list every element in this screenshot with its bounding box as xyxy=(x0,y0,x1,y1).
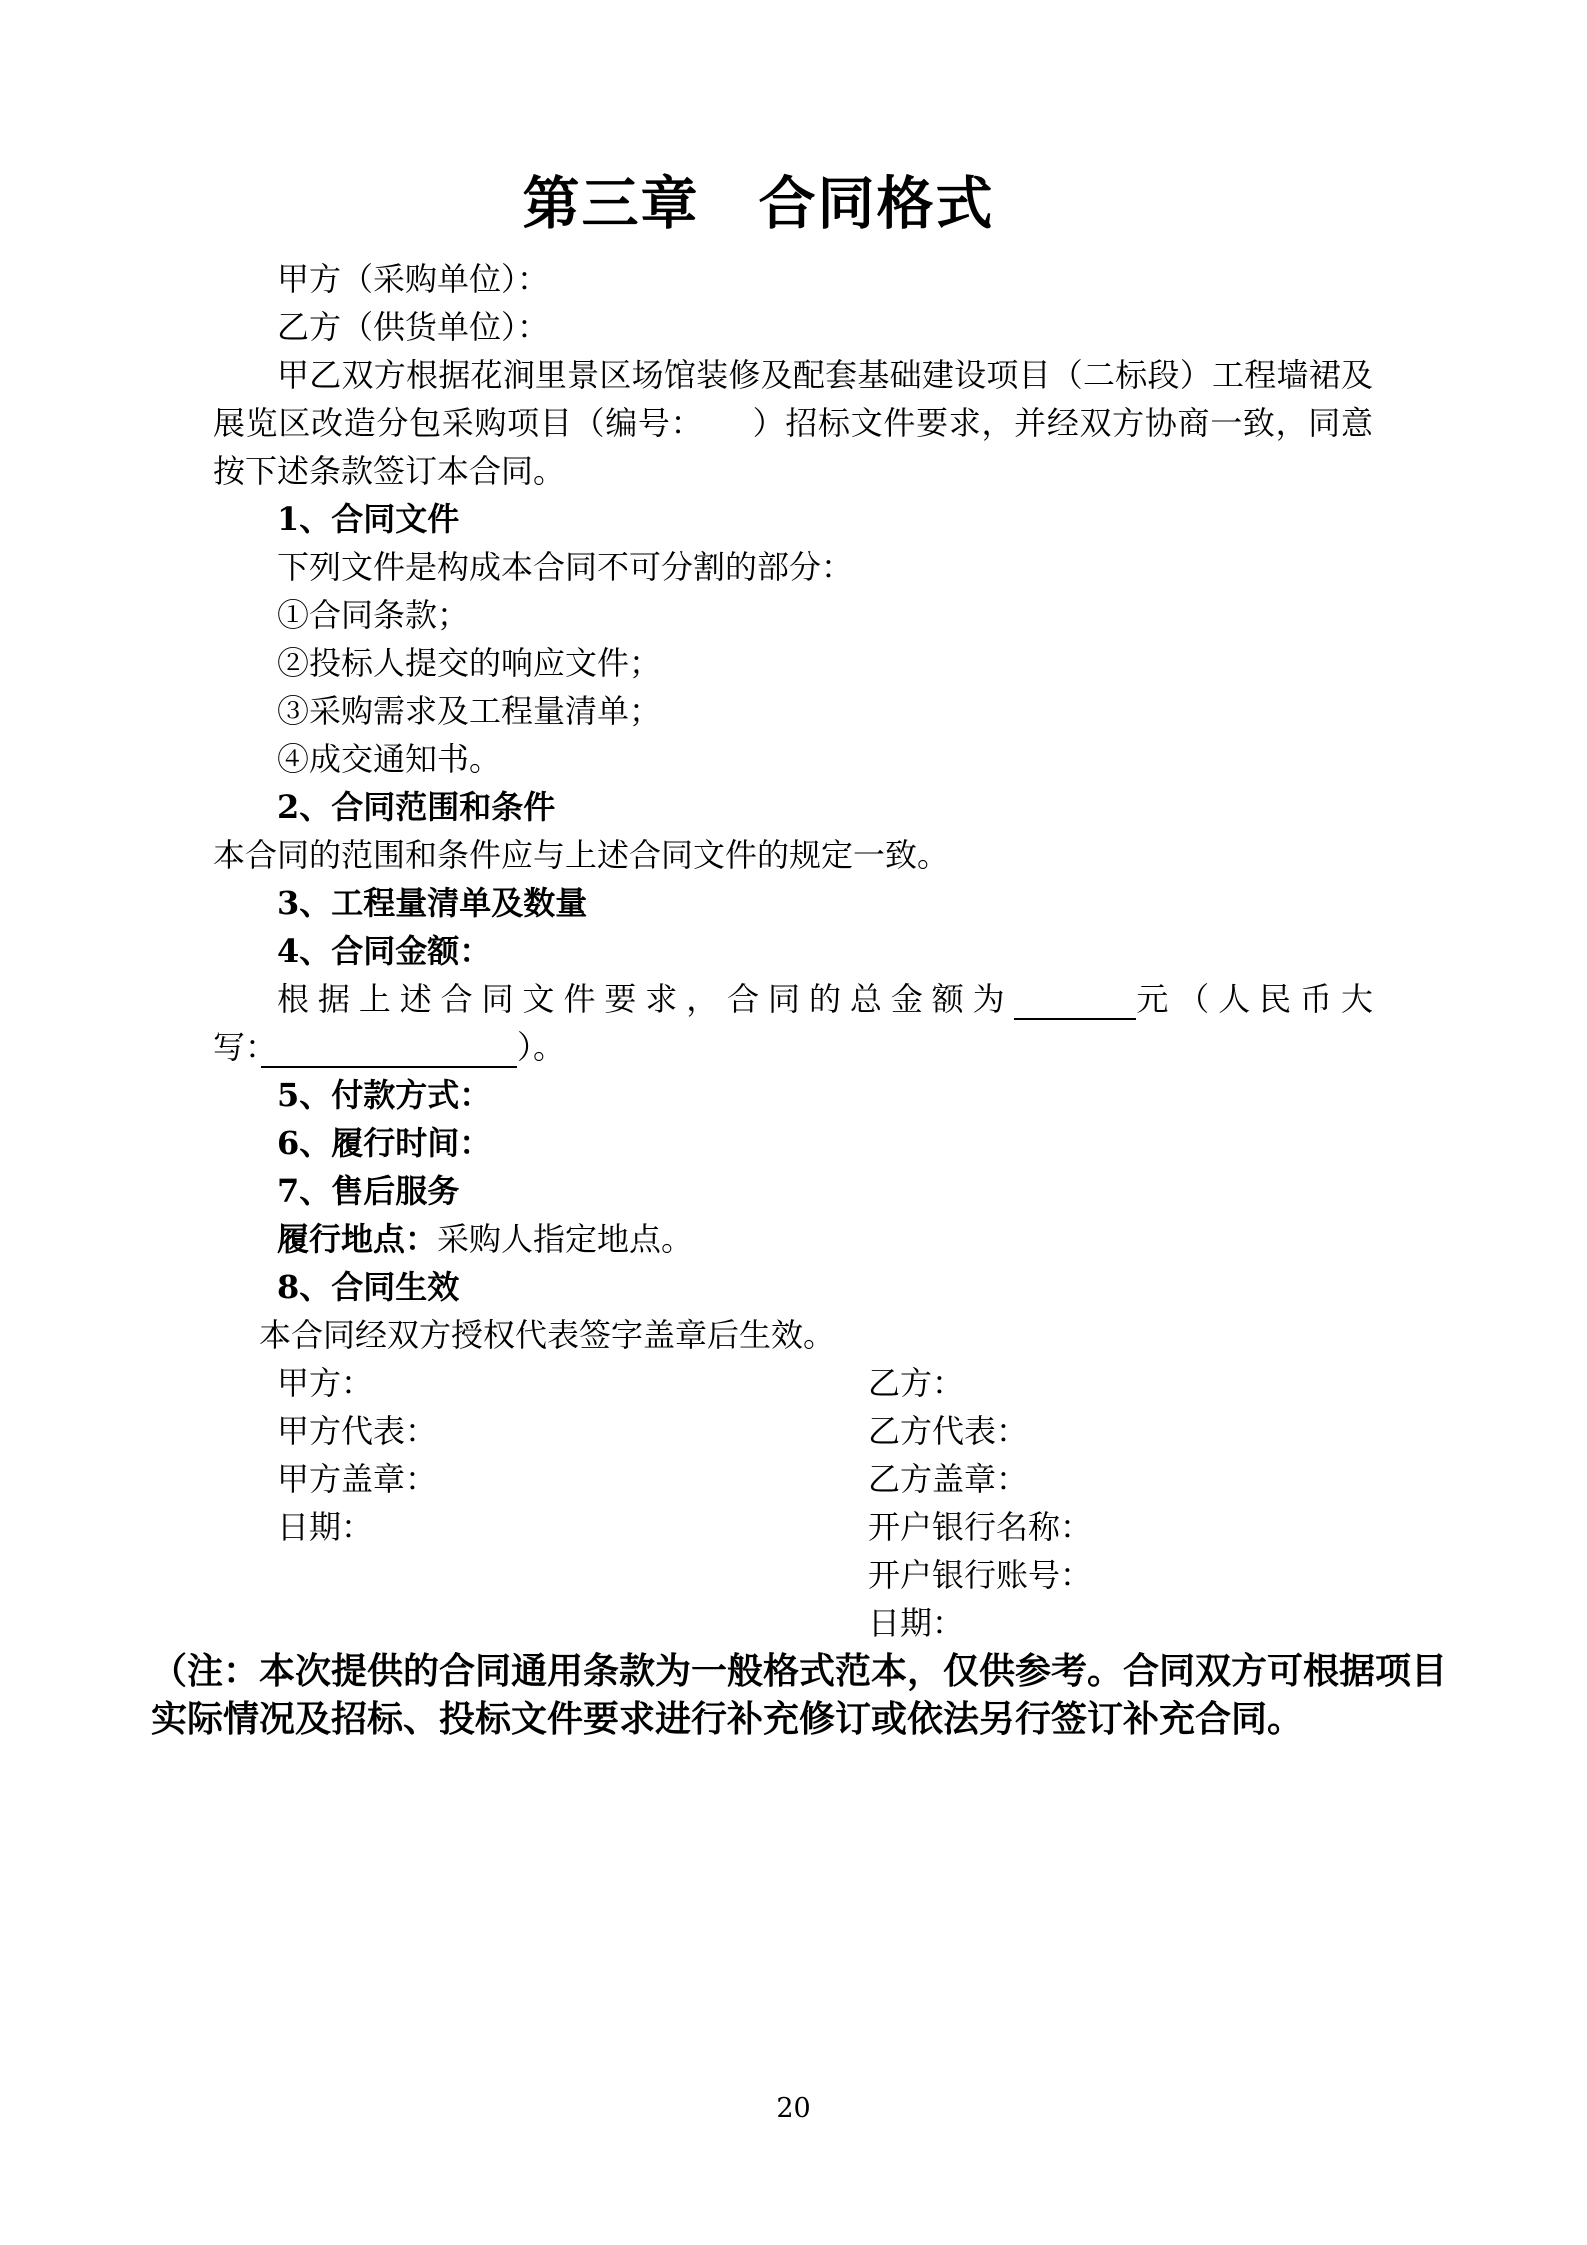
intro-line-3 xyxy=(213,447,1373,495)
text-segment: 元（人民币大 xyxy=(1136,980,1373,1018)
note-line-1: （注：本次提供的合同通用条款为一般格式范本，仅供参考。合同双方可根据项目 xyxy=(151,1650,1448,1692)
text-segment: 3、工程量清单及数量 xyxy=(277,884,588,922)
text-segment: 4、合同金额： xyxy=(277,932,492,970)
signature-party-a-field: 日期： xyxy=(277,1508,374,1546)
signature-party-b-field: 乙方代表： xyxy=(868,1412,1029,1450)
text-segment: ②投标人提交的响应文件； xyxy=(277,644,662,682)
page-title: 第三章 合同格式 xyxy=(522,170,995,237)
document-lines xyxy=(213,255,1373,1359)
contract-doc-item-2 xyxy=(213,639,1373,687)
contract-doc-item-1 xyxy=(213,591,1373,639)
section-8-heading xyxy=(213,1263,1373,1311)
signature-row xyxy=(213,1599,1373,1647)
intro-line-2 xyxy=(213,399,1373,447)
signature-row xyxy=(213,1503,1373,1551)
signature-party-a-field xyxy=(213,1599,868,1647)
amount-words-blank xyxy=(261,1028,517,1068)
note-line-2: 实际情况及招标、投标文件要求进行补充修订或依法另行签订补充合同。 xyxy=(151,1698,1304,1740)
text-segment: 本合同经双方授权代表签字盖章后生效。 xyxy=(259,1316,836,1354)
text-segment: ）招标文件要求，并经双方协商一致，同意 xyxy=(752,404,1373,442)
performance-location-line xyxy=(213,1215,1373,1263)
section-4-heading xyxy=(213,927,1373,975)
text-segment: 履行地点： xyxy=(277,1220,438,1258)
text-segment: 写： xyxy=(213,1028,262,1066)
section-2-heading xyxy=(213,783,1373,831)
text-segment: 7、售后服务 xyxy=(277,1172,460,1210)
section-5-heading xyxy=(213,1071,1373,1119)
amount-line-1 xyxy=(213,975,1373,1023)
text-segment: 8、合同生效 xyxy=(277,1268,460,1306)
contract-doc-item-3 xyxy=(213,687,1373,735)
signature-party-b-field: 日期： xyxy=(868,1604,965,1642)
text-segment: 甲方（采购单位）： xyxy=(277,260,550,298)
signature-party-a-field: 甲方： xyxy=(277,1364,374,1402)
project-number-blank xyxy=(687,404,752,442)
signature-party-b-field: 乙方盖章： xyxy=(868,1460,1029,1498)
amount-line-2 xyxy=(213,1023,1373,1071)
text-segment: ①合同条款； xyxy=(277,596,470,634)
page-number: 20 xyxy=(776,2093,811,2124)
contract-doc-item-4 xyxy=(213,735,1373,783)
signature-party-b-field: 开户银行名称： xyxy=(868,1508,1093,1546)
signature-party-a-field xyxy=(213,1551,868,1599)
text-segment: 下列文件是构成本合同不可分割的部分： xyxy=(277,548,854,586)
text-segment: 乙方（供货单位）： xyxy=(277,308,550,346)
section-1-intro xyxy=(213,543,1373,591)
text-segment: 2、合同范围和条件 xyxy=(277,788,556,826)
text-segment: 5、付款方式： xyxy=(277,1076,492,1114)
section-7-heading xyxy=(213,1167,1373,1215)
text-segment: 根据上述合同文件要求，合同的总金额为 xyxy=(277,980,1014,1018)
document-body xyxy=(151,255,1448,1743)
text-segment: ④成交通知书。 xyxy=(277,740,502,778)
signature-row xyxy=(213,1455,1373,1503)
text-segment: 1、合同文件 xyxy=(277,500,460,538)
text-segment: 采购人指定地点。 xyxy=(437,1220,694,1258)
signature-block xyxy=(213,1359,1373,1647)
signature-row xyxy=(213,1551,1373,1599)
text-segment: ③采购需求及工程量清单； xyxy=(277,692,662,730)
section-3-heading xyxy=(213,879,1373,927)
text-segment: ）。 xyxy=(517,1028,566,1066)
section-6-heading xyxy=(213,1119,1373,1167)
signature-party-a-field: 甲方盖章： xyxy=(277,1460,438,1498)
section-8-body xyxy=(213,1311,1373,1359)
signature-row xyxy=(213,1359,1373,1407)
section-2-body xyxy=(213,831,1373,879)
text-segment: 按下述条款签订本合同。 xyxy=(213,452,566,490)
note-block xyxy=(151,1647,1447,1743)
signature-row xyxy=(213,1407,1373,1455)
signature-party-b-field: 开户银行账号： xyxy=(868,1556,1093,1594)
text-segment: 6、履行时间： xyxy=(277,1124,492,1162)
intro-line-1 xyxy=(213,351,1373,399)
signature-party-a-field: 甲方代表： xyxy=(277,1412,438,1450)
text-segment: 展览区改造分包采购项目（编号： xyxy=(213,404,688,442)
signature-party-b-field: 乙方： xyxy=(868,1364,965,1402)
party-b-line xyxy=(213,303,1373,351)
amount-figures-blank xyxy=(1014,980,1137,1020)
text-segment: 甲乙双方根据花涧里景区场馆装修及配套基础建设项目（二标段）工程墙裙及 xyxy=(277,356,1373,394)
text-segment: 本合同的范围和条件应与上述合同文件的规定一致。 xyxy=(213,836,950,874)
party-a-line xyxy=(213,255,1373,303)
section-1-heading xyxy=(213,495,1373,543)
